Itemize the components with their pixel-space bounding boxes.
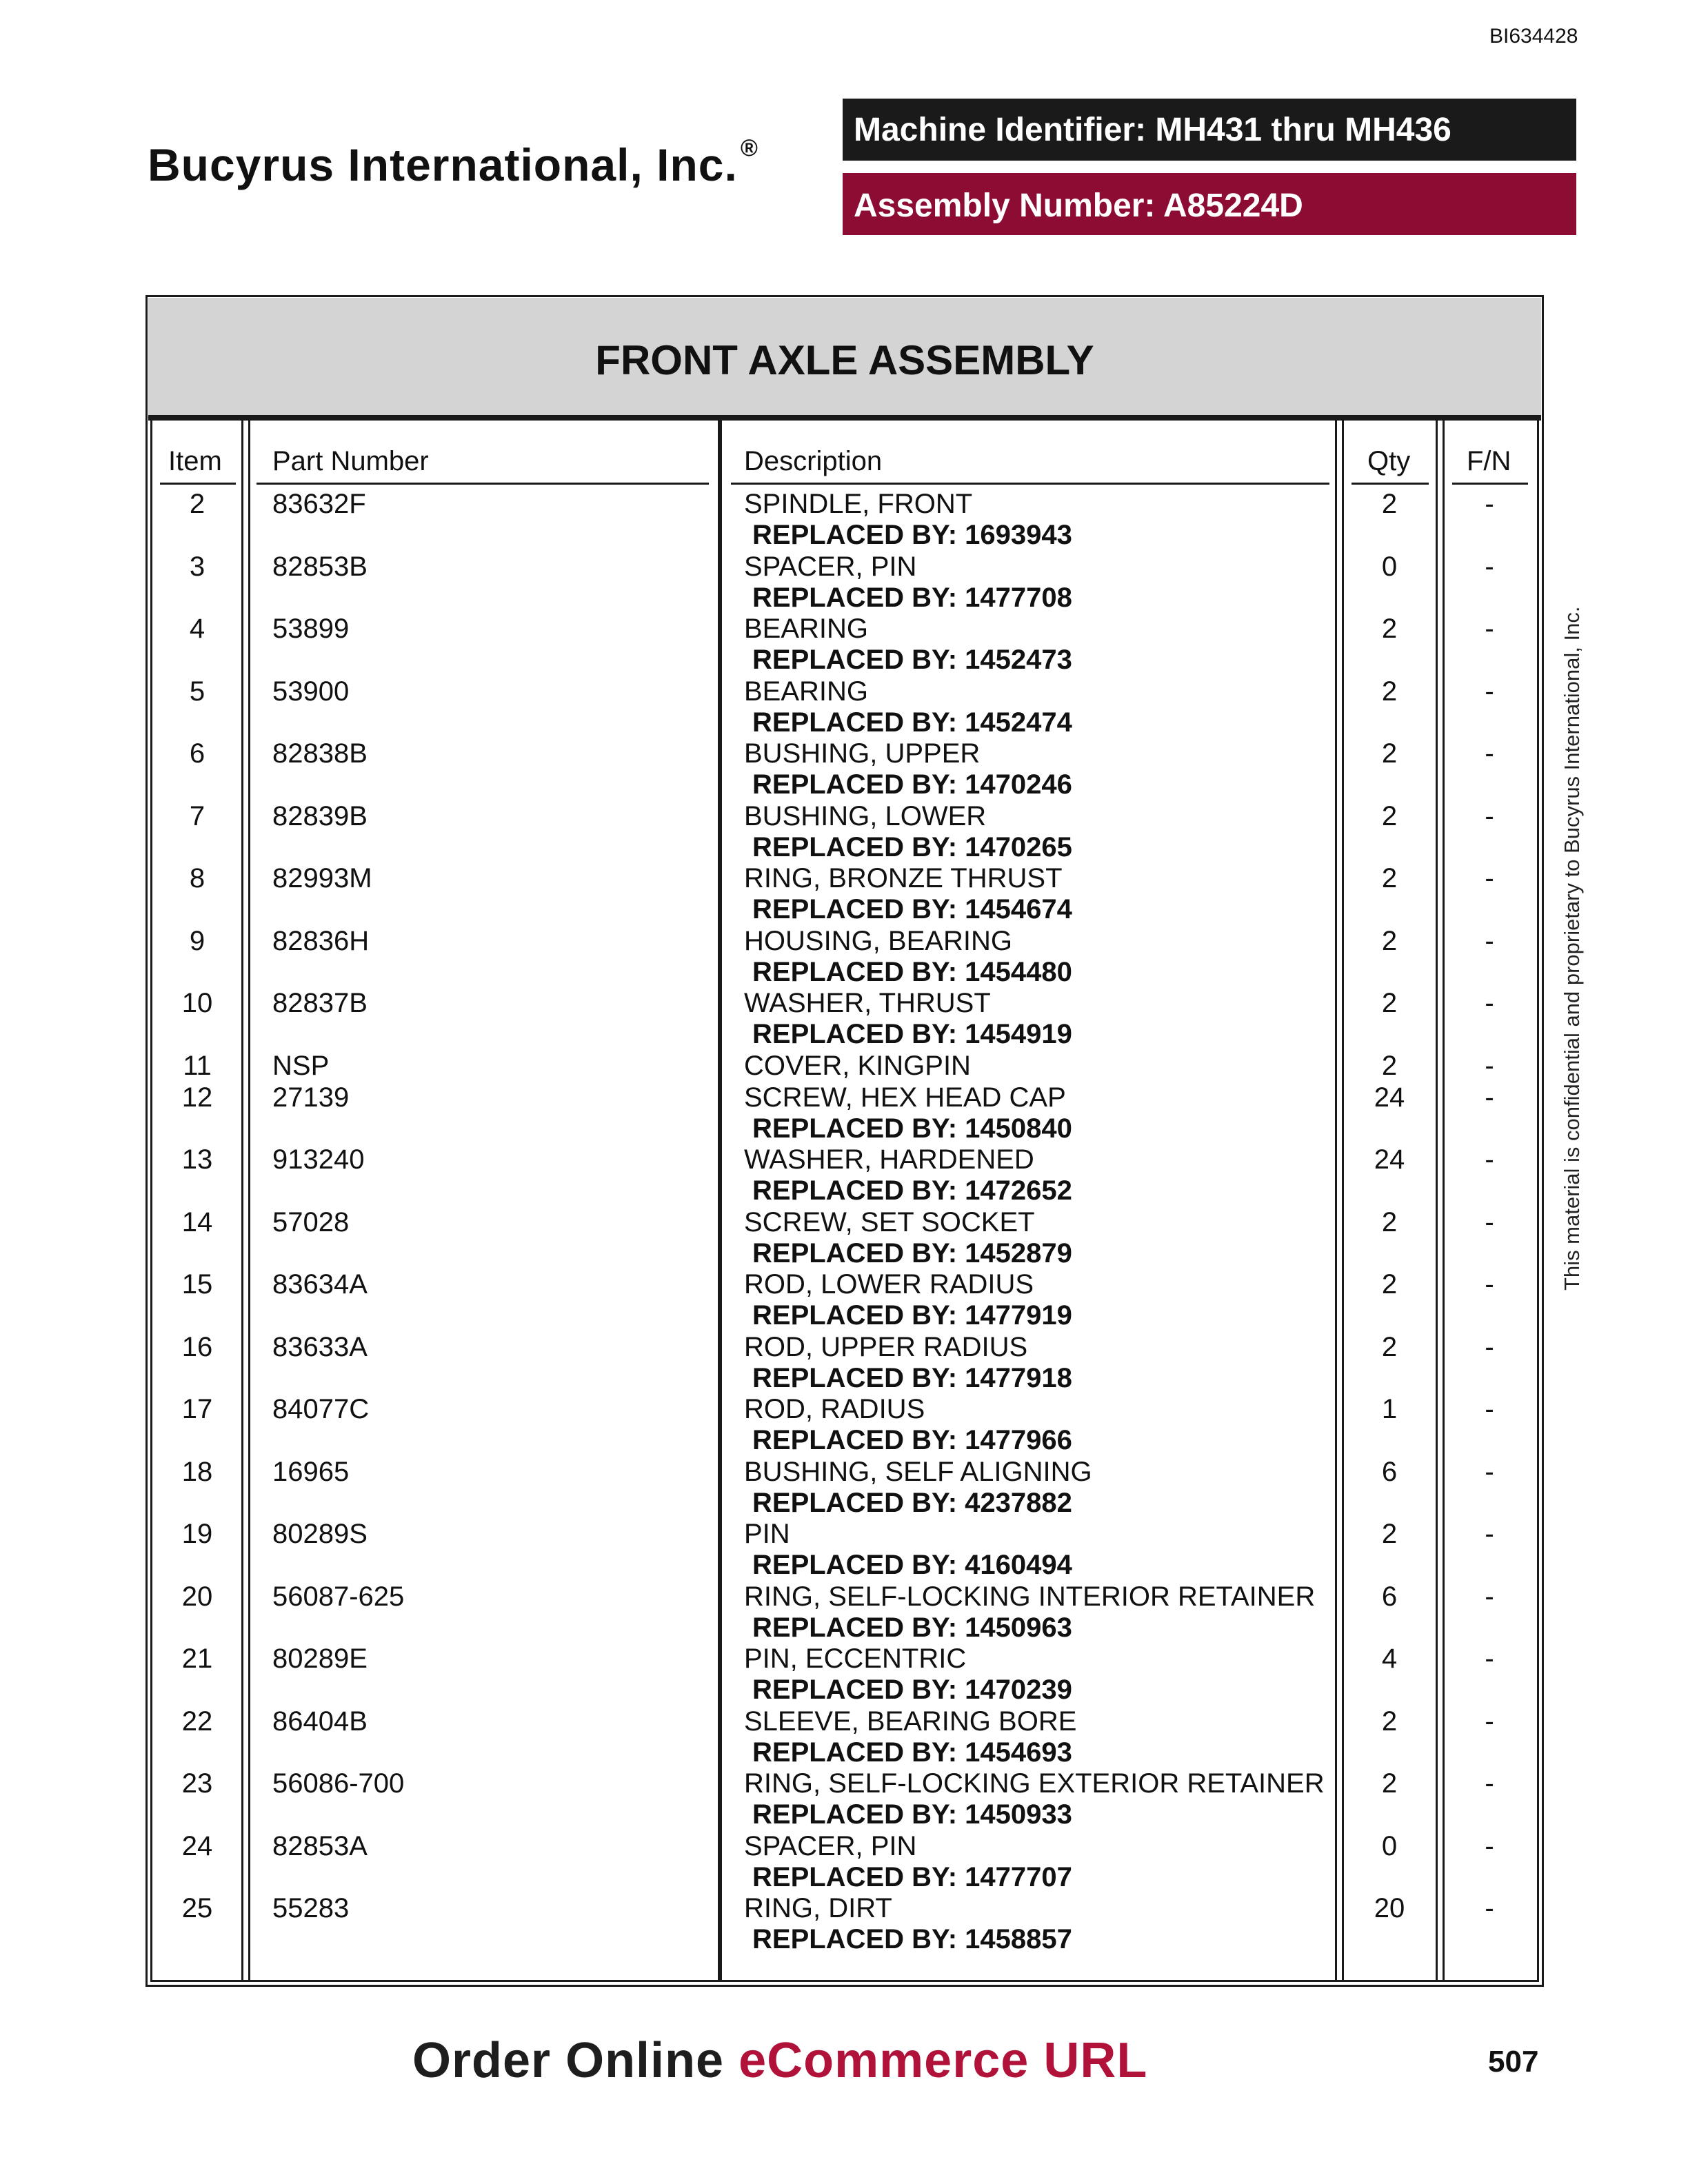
part-number: 57028 <box>272 1206 350 1237</box>
item-number: 20 <box>181 1581 213 1612</box>
part-description: WASHER, HARDENED <box>744 1144 1034 1175</box>
part-description: BUSHING, LOWER <box>744 800 987 831</box>
replaced-by-note: REPLACED BY: 1452474 <box>752 707 1072 738</box>
ecommerce-link[interactable]: eCommerce URL <box>738 2033 1148 2088</box>
item-number: 15 <box>181 1269 213 1300</box>
part-number: 56087-625 <box>272 1581 405 1612</box>
part-number: NSP <box>272 1050 330 1081</box>
part-description: SLEEVE, BEARING BORE <box>744 1706 1077 1737</box>
order-online-text: Order Online <box>412 2033 725 2088</box>
replaced-by-note: REPLACED BY: 1452473 <box>752 645 1072 675</box>
replaced-by-note: REPLACED BY: 1452879 <box>752 1237 1072 1268</box>
quantity: 2 <box>1381 1206 1398 1237</box>
replaced-by-note: REPLACED BY: 4160494 <box>752 1550 1072 1580</box>
replaced-by-note: REPLACED BY: 1477708 <box>752 582 1072 613</box>
quantity: 2 <box>1381 988 1398 1018</box>
assembly-number-banner: Assembly Number: A85224D <box>843 173 1576 235</box>
fn-value: - <box>1485 1082 1494 1113</box>
header-rule <box>731 483 1329 485</box>
document-id: BI634428 <box>1489 25 1578 48</box>
item-number: 17 <box>181 1394 213 1424</box>
fn-value: - <box>1485 1519 1494 1549</box>
column-divider <box>241 421 243 1980</box>
item-number: 8 <box>189 863 205 893</box>
quantity: 24 <box>1374 1144 1405 1175</box>
part-number: 80289E <box>272 1644 368 1674</box>
order-online-banner[interactable] <box>412 2032 1147 2089</box>
part-description: SPACER, PIN <box>744 1830 917 1861</box>
column-header-description: Description <box>744 446 883 476</box>
quantity: 2 <box>1381 489 1398 519</box>
fn-value: - <box>1485 800 1494 831</box>
replaced-by-note: REPLACED BY: 1693943 <box>752 520 1072 550</box>
item-number: 3 <box>189 551 205 582</box>
fn-value: - <box>1485 1581 1494 1612</box>
item-number: 6 <box>189 738 205 769</box>
part-description: SCREW, HEX HEAD CAP <box>744 1082 1066 1113</box>
part-description: RING, SELF-LOCKING EXTERIOR RETAINER <box>744 1768 1325 1799</box>
quantity: 0 <box>1381 551 1398 582</box>
quantity: 2 <box>1381 1269 1398 1300</box>
assembly-title: FRONT AXLE ASSEMBLY <box>595 337 1094 383</box>
replaced-by-note: REPLACED BY: 1454693 <box>752 1737 1072 1768</box>
company-name-text: Bucyrus International, Inc. <box>148 139 738 190</box>
part-number: 80289S <box>272 1519 368 1549</box>
replaced-by-note: REPLACED BY: 1454674 <box>752 894 1072 924</box>
part-description: RING, SELF-LOCKING INTERIOR RETAINER <box>744 1581 1316 1612</box>
replaced-by-note: REPLACED BY: 1470246 <box>752 769 1072 800</box>
part-number: 84077C <box>272 1394 370 1424</box>
quantity: 2 <box>1381 800 1398 831</box>
quantity: 0 <box>1381 1830 1398 1861</box>
fn-value: - <box>1485 1331 1494 1362</box>
confidentiality-note: This material is confidential and proprietary to Bucyrus International, Inc. <box>1560 606 1584 1291</box>
item-number: 10 <box>181 988 213 1018</box>
fn-value: - <box>1485 925 1494 956</box>
header-rule <box>257 483 709 485</box>
quantity: 2 <box>1381 1706 1398 1737</box>
quantity: 6 <box>1381 1456 1398 1487</box>
replaced-by-note: REPLACED BY: 1450933 <box>752 1799 1072 1830</box>
part-description: HOUSING, BEARING <box>744 925 1012 956</box>
replaced-by-note: REPLACED BY: 1477966 <box>752 1425 1072 1455</box>
part-number: 83633A <box>272 1331 368 1362</box>
fn-value: - <box>1485 551 1494 582</box>
part-number: 82839B <box>272 800 368 831</box>
part-number: 27139 <box>272 1082 350 1113</box>
fn-value: - <box>1485 489 1494 519</box>
header-rule <box>160 483 236 485</box>
column-header-item: Item <box>168 446 222 476</box>
part-description: PIN <box>744 1519 790 1549</box>
quantity: 20 <box>1374 1893 1405 1923</box>
column-header-part-number: Part Number <box>272 446 429 476</box>
replaced-by-note: REPLACED BY: 1454919 <box>752 1019 1072 1049</box>
fn-value: - <box>1485 676 1494 707</box>
fn-value: - <box>1485 1206 1494 1237</box>
fn-value: - <box>1485 1456 1494 1487</box>
part-description: RING, DIRT <box>744 1893 892 1923</box>
part-number: 82853A <box>272 1830 368 1861</box>
item-number: 25 <box>181 1893 213 1923</box>
replaced-by-note: REPLACED BY: 1458857 <box>752 1924 1072 1954</box>
part-number: 83634A <box>272 1269 368 1300</box>
part-number: 82853B <box>272 551 368 582</box>
machine-identifier-banner: Machine Identifier: MH431 thru MH436 <box>843 99 1576 161</box>
part-number: 55283 <box>272 1893 350 1923</box>
item-number: 21 <box>181 1644 213 1674</box>
header-rule <box>1352 483 1429 485</box>
part-description: BEARING <box>744 614 869 644</box>
item-number: 19 <box>181 1519 213 1549</box>
page-number: 507 <box>1488 2045 1539 2079</box>
item-number: 9 <box>189 925 205 956</box>
quantity: 2 <box>1381 925 1398 956</box>
part-number: 82993M <box>272 863 372 893</box>
part-number: 53900 <box>272 676 350 707</box>
company-name <box>148 135 758 191</box>
fn-value: - <box>1485 863 1494 893</box>
column-divider <box>1335 421 1337 1980</box>
fn-value: - <box>1485 1893 1494 1923</box>
replaced-by-note: REPLACED BY: 1470239 <box>752 1675 1072 1705</box>
part-description: ROD, RADIUS <box>744 1394 925 1424</box>
part-number: 86404B <box>272 1706 368 1737</box>
column-divider <box>1436 421 1438 1980</box>
item-number: 4 <box>189 614 205 644</box>
item-number: 7 <box>189 800 205 831</box>
part-description: COVER, KINGPIN <box>744 1050 971 1081</box>
part-description: RING, BRONZE THRUST <box>744 863 1063 893</box>
replaced-by-note: REPLACED BY: 1450840 <box>752 1113 1072 1144</box>
quantity: 6 <box>1381 1581 1398 1612</box>
fn-value: - <box>1485 1768 1494 1799</box>
item-number: 16 <box>181 1331 213 1362</box>
replaced-by-note: REPLACED BY: 1454480 <box>752 956 1072 987</box>
fn-value: - <box>1485 1144 1494 1175</box>
quantity: 2 <box>1381 1050 1398 1081</box>
part-number: 913240 <box>272 1144 365 1175</box>
fn-value: - <box>1485 614 1494 644</box>
item-number: 13 <box>181 1144 213 1175</box>
fn-value: - <box>1485 1644 1494 1674</box>
quantity: 2 <box>1381 614 1398 644</box>
part-number: 53899 <box>272 614 350 644</box>
quantity: 2 <box>1381 1768 1398 1799</box>
replaced-by-note: REPLACED BY: 1477707 <box>752 1861 1072 1892</box>
column-header-fn: F/N <box>1467 446 1511 476</box>
quantity: 24 <box>1374 1082 1405 1113</box>
fn-value: - <box>1485 1050 1494 1081</box>
column-divider <box>718 421 722 1980</box>
quantity: 2 <box>1381 1331 1398 1362</box>
part-number: 56086-700 <box>272 1768 405 1799</box>
fn-value: - <box>1485 1394 1494 1424</box>
column-divider <box>248 421 250 1980</box>
part-description: WASHER, THRUST <box>744 988 991 1018</box>
quantity: 2 <box>1381 738 1398 769</box>
quantity: 2 <box>1381 1519 1398 1549</box>
part-description: BUSHING, UPPER <box>744 738 981 769</box>
quantity: 4 <box>1381 1644 1398 1674</box>
item-number: 12 <box>181 1082 213 1113</box>
part-number: 16965 <box>272 1456 350 1487</box>
part-description: ROD, UPPER RADIUS <box>744 1331 1028 1362</box>
replaced-by-note: REPLACED BY: 1470265 <box>752 831 1072 862</box>
quantity: 2 <box>1381 676 1398 707</box>
title-band <box>148 298 1541 421</box>
item-number: 18 <box>181 1456 213 1487</box>
part-number: 82838B <box>272 738 368 769</box>
fn-value: - <box>1485 1269 1494 1300</box>
part-description: SPINDLE, FRONT <box>744 489 973 519</box>
fn-value: - <box>1485 738 1494 769</box>
part-description: ROD, LOWER RADIUS <box>744 1269 1034 1300</box>
item-number: 24 <box>181 1830 213 1861</box>
part-description: BEARING <box>744 676 869 707</box>
item-number: 14 <box>181 1206 213 1237</box>
item-number: 23 <box>181 1768 213 1799</box>
replaced-by-note: REPLACED BY: 1477918 <box>752 1362 1072 1393</box>
part-description: SCREW, SET SOCKET <box>744 1206 1035 1237</box>
column-divider <box>1342 421 1344 1980</box>
replaced-by-note: REPLACED BY: 1450963 <box>752 1612 1072 1643</box>
column-header-qty: Qty <box>1367 446 1411 476</box>
item-number: 5 <box>189 676 205 707</box>
part-description: BUSHING, SELF ALIGNING <box>744 1456 1092 1487</box>
part-number: 82837B <box>272 988 368 1018</box>
quantity: 1 <box>1381 1394 1398 1424</box>
registered-mark: ® <box>740 135 758 161</box>
replaced-by-note: REPLACED BY: 1472652 <box>752 1175 1072 1206</box>
fn-value: - <box>1485 1706 1494 1737</box>
replaced-by-note: REPLACED BY: 1477919 <box>752 1300 1072 1331</box>
item-number: 11 <box>183 1050 212 1081</box>
part-number: 82836H <box>272 925 370 956</box>
fn-value: - <box>1485 1830 1494 1861</box>
header-rule <box>1452 483 1528 485</box>
replaced-by-note: REPLACED BY: 4237882 <box>752 1487 1072 1518</box>
quantity: 2 <box>1381 863 1398 893</box>
part-description: PIN, ECCENTRIC <box>744 1644 967 1674</box>
fn-value: - <box>1485 988 1494 1018</box>
part-number: 83632F <box>272 489 366 519</box>
item-number: 2 <box>189 489 205 519</box>
column-divider <box>1443 421 1445 1980</box>
part-description: SPACER, PIN <box>744 551 917 582</box>
item-number: 22 <box>181 1706 213 1737</box>
